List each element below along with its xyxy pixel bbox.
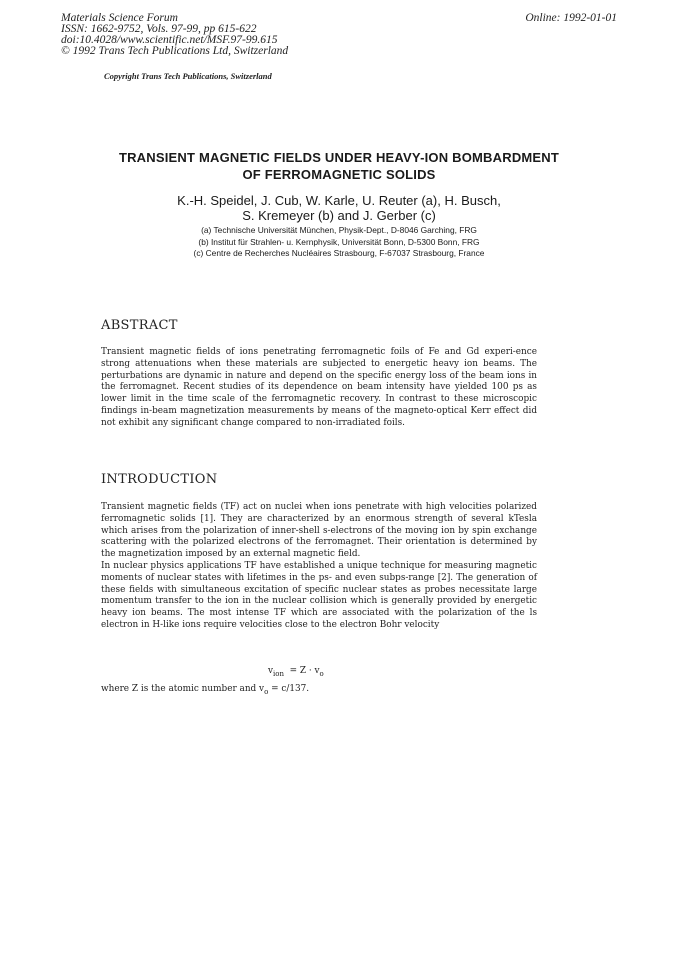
equation-lhs: v xyxy=(268,666,274,676)
equation-definition xyxy=(101,684,309,696)
where-text: where Z is the atomic number and v xyxy=(101,684,265,694)
journal-name: Materials Science Forum xyxy=(61,12,178,24)
intro-paragraph-1: Transient magnetic fields (TF) act on nuclei when ions penetrate with high velocities polarized ferromagnetic solids [1]. They are characterized by an enormous strength of several kTesla which arises from the polarization of inner-shell s-electrons of the moving ion by spin exchange scattering with the polarized electrons of the ferromagnet. Their orientation is determined by the magnetization imposed by an external magnetic field. xyxy=(101,502,537,560)
equation-rhs-subscript: o xyxy=(319,670,324,678)
where-subscript: o xyxy=(264,688,269,696)
author-list xyxy=(60,194,618,223)
affiliation-a: (a) Technische Universität München, Physik-Dept., D-8046 Garching, FRG xyxy=(201,225,477,235)
issn-line: ISSN: 1662-9752, Vols. 97-99, pp 615-622 xyxy=(61,23,257,35)
abstract-paragraph: Transient magnetic fields of ions penetrating ferromagnetic foils of Fe and Gd experi-ence strong attenuations when these materials are subjected to energetic heavy ion beams. The perturbations are dynamic in nature and depend on the specific energy loss of the beam ions in the ferromagnet. Recent studies of its dependence on beam intensity have yielded 100 ps as lower limit in the time scale of the ferromagnetic recovery. In contrast to these microscopic findings in-beam magnetization measurements by means of the magneto-optical Kerr effect did not exhibit any significant change compared to non-irradiated foils. xyxy=(101,347,537,428)
authors-line-2: S. Kremeyer (b) and J. Gerber (c) xyxy=(242,207,436,223)
introduction-heading: INTRODUCTION xyxy=(101,472,218,487)
abstract-body xyxy=(101,347,537,430)
affiliations xyxy=(60,225,618,260)
equation-lhs-subscript: ion xyxy=(273,670,284,678)
online-date: Online: 1992-01-01 xyxy=(525,12,617,24)
equation-rhs: = Z · v xyxy=(289,666,320,676)
authors-line-1: K.-H. Speidel, J. Cub, W. Karle, U. Reuter (a), H. Busch, xyxy=(177,193,501,208)
doi-link[interactable]: doi:10.4028/www.scientific.net/MSF.97-99.615 xyxy=(61,34,278,46)
affiliation-b: (b) Institut für Strahlen- u. Kernphysik, Universität Bonn, D-5300 Bonn, FRG xyxy=(198,236,480,247)
affiliation-c: (c) Centre de Recherches Nucléaires Strasbourg, F-67037 Strasbourg, France xyxy=(193,248,485,258)
abstract-heading: ABSTRACT xyxy=(101,318,178,333)
title-line-1: TRANSIENT MAGNETIC FIELDS UNDER HEAVY-ION BOMBARDMENT xyxy=(118,150,560,165)
publication-metadata xyxy=(61,13,441,57)
introduction-body xyxy=(101,502,537,632)
paper-title xyxy=(60,149,618,183)
title-line-2: OF FERROMAGNETIC SOLIDS xyxy=(242,167,436,182)
copyright-line: © 1992 Trans Tech Publications Ltd, Switzerland xyxy=(61,45,289,57)
velocity-equation xyxy=(268,666,324,678)
intro-paragraph-2: In nuclear physics applications TF have established a unique technique for measuring magnetic moments of nuclear states with lifetimes in the ps- and even subps-range [2]. The generation of these fields with simultaneous excitation of specific nuclear states as probes necessitate large momentum transfer to the ion in the nuclear collision which is generally provided by energetic heavy ion beams. The most intense TF which are associated with the polarization of the ls electron in H-like ions require velocities close to the electron Bohr velocity xyxy=(101,560,537,630)
where-tail: = c/137. xyxy=(268,684,310,694)
copyright-stamp: Copyright Trans Tech Publications, Switzerland xyxy=(104,71,272,81)
